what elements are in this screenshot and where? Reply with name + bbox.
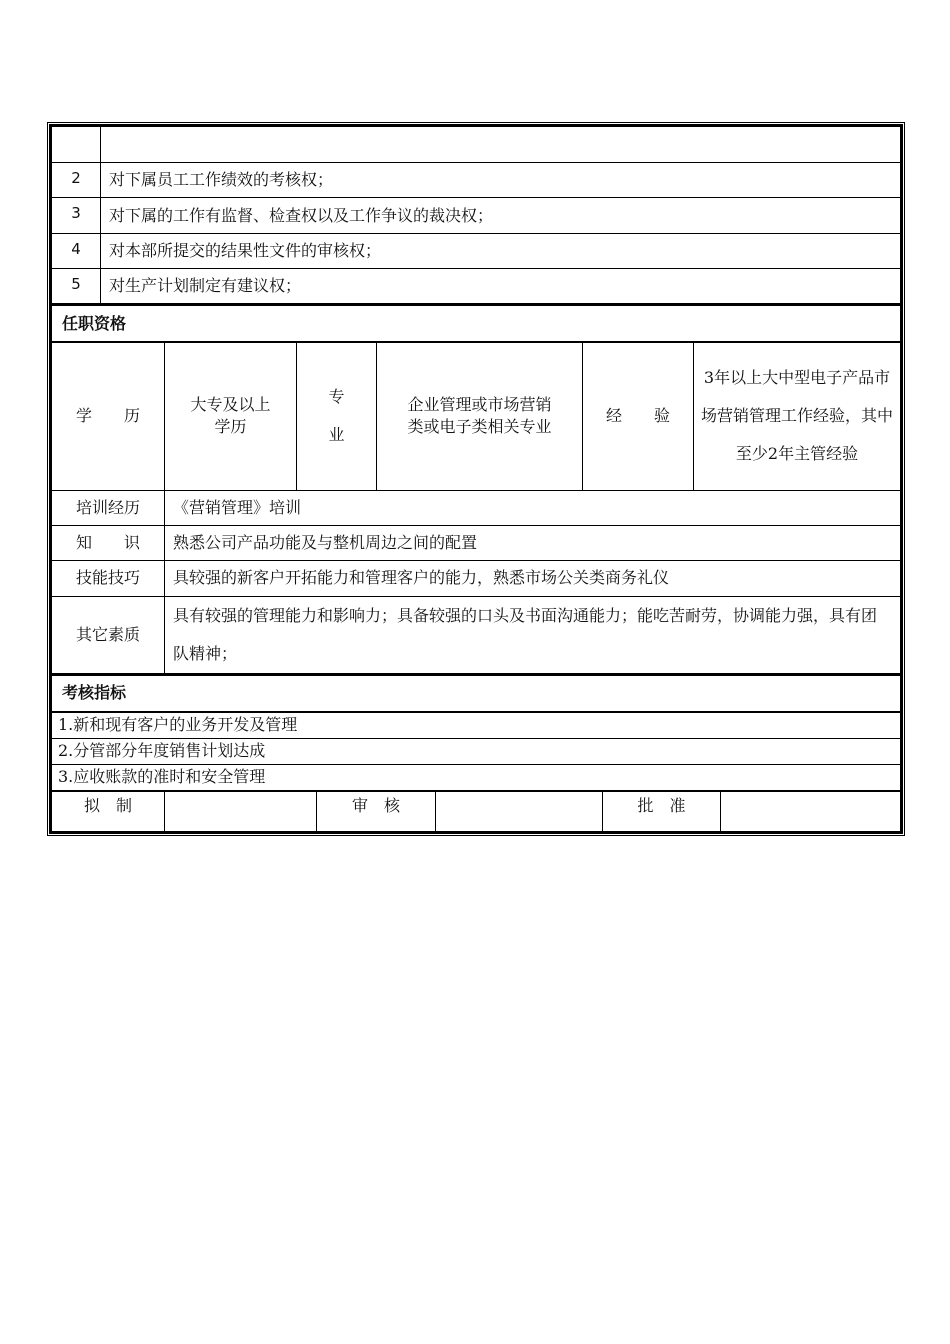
review-signature-field[interactable] xyxy=(436,791,603,831)
skills-label: 技能技巧 xyxy=(52,560,165,596)
kpi-item-text: 1.新和现有客户的业务开发及管理 xyxy=(52,712,901,739)
kpi-heading: 考核指标 xyxy=(52,675,901,712)
rights-number: 2 xyxy=(52,163,101,198)
other-value: 具有较强的管理能力和影响力；具备较强的口头及书面沟通能力；能吃苦耐劳，协调能力强，具有团队精神； xyxy=(165,596,901,673)
rights-row xyxy=(52,163,901,198)
skills-value: 具较强的新客户开拓能力和管理客户的能力，熟悉市场公关类商务礼仪 xyxy=(165,560,901,596)
kpi-table xyxy=(51,674,901,791)
kpi-item xyxy=(52,764,901,790)
kpi-item-text: 3.应收账款的准时和安全管理 xyxy=(52,764,901,790)
kpi-item xyxy=(52,738,901,764)
signoff-table xyxy=(51,791,901,832)
job-description-table xyxy=(49,124,903,834)
education-value-line2: 学历 xyxy=(214,417,247,437)
education-value xyxy=(165,342,297,490)
rights-row xyxy=(52,234,901,269)
experience-value: 3年以上大中型电子产品市场营销管理工作经验，其中至少2年主管经验 xyxy=(694,342,901,490)
approve-label: 批 准 xyxy=(603,791,721,831)
major-value-line1: 企业管理或市场营销 xyxy=(407,395,552,415)
rights-number xyxy=(52,127,101,163)
rights-row xyxy=(52,269,901,304)
rights-text: 对生产计划制定有建议权； xyxy=(101,269,901,304)
skills-row xyxy=(52,560,901,596)
knowledge-label: 知 识 xyxy=(52,525,165,560)
training-label: 培训经历 xyxy=(52,490,165,525)
rights-text: 对本部所提交的结果性文件的审核权； xyxy=(101,234,901,269)
other-label: 其它素质 xyxy=(52,596,165,673)
rights-table xyxy=(51,126,901,304)
approve-signature-field[interactable] xyxy=(721,791,901,831)
rights-number: 3 xyxy=(52,198,101,234)
major-value xyxy=(377,342,583,490)
education-value-line1: 大专及以上 xyxy=(190,395,271,415)
rights-text xyxy=(101,127,901,163)
major-label-line1: 专 xyxy=(328,387,345,407)
major-label-line2: 业 xyxy=(328,425,345,445)
knowledge-row xyxy=(52,525,901,560)
draft-label: 拟 制 xyxy=(52,791,165,831)
education-label: 学 历 xyxy=(52,342,165,490)
rights-text: 对下属员工工作绩效的考核权； xyxy=(101,163,901,198)
other-row xyxy=(52,596,901,673)
review-label: 审 核 xyxy=(317,791,436,831)
rights-text: 对下属的工作有监督、检查权以及工作争议的裁决权； xyxy=(101,198,901,234)
kpi-item-text: 2.分管部分年度销售计划达成 xyxy=(52,738,901,764)
rights-row xyxy=(52,127,901,163)
major-label xyxy=(297,342,377,490)
rights-row xyxy=(52,198,901,234)
qualification-table xyxy=(51,304,901,674)
training-row xyxy=(52,490,901,525)
rights-number: 4 xyxy=(52,234,101,269)
signoff-row xyxy=(52,791,901,831)
qualification-main-row xyxy=(52,342,901,490)
kpi-item xyxy=(52,712,901,739)
qualification-heading: 任职资格 xyxy=(52,305,901,342)
rights-number: 5 xyxy=(52,269,101,304)
training-value: 《营销管理》培训 xyxy=(165,490,901,525)
knowledge-value: 熟悉公司产品功能及与整机周边之间的配置 xyxy=(165,525,901,560)
experience-label: 经 验 xyxy=(583,342,694,490)
major-value-line2: 类或电子类相关专业 xyxy=(407,417,552,437)
draft-signature-field[interactable] xyxy=(165,791,317,831)
